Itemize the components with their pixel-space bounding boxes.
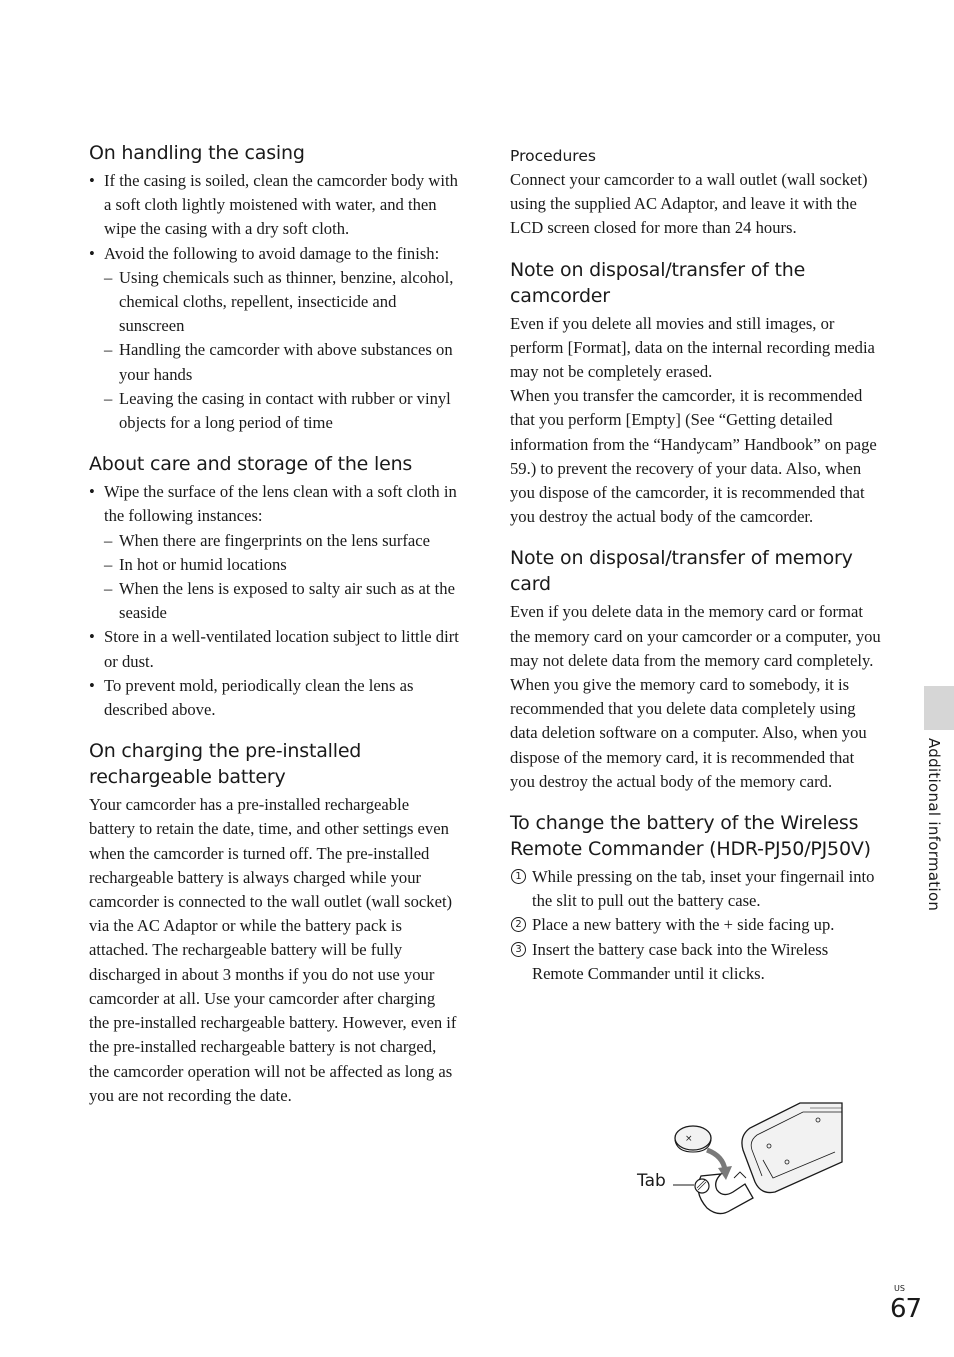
dash-glyph: – — [104, 340, 113, 360]
section-handling-casing — [89, 140, 459, 435]
section-lens-care — [89, 451, 459, 722]
bullet-item: • Store in a well-ventilated location subject to little dirt or dust. — [89, 627, 459, 671]
dash-glyph: – — [104, 267, 113, 287]
bullet-item: • To prevent mold, periodically clean the lens as described above. — [89, 675, 414, 720]
bullet-item: • If the casing is soiled, clean the camcorder body with a soft cloth lightly moistened with water, and then wipe the casing with a dry soft cloth. — [89, 171, 458, 239]
left-column — [89, 140, 459, 1124]
dash-item: – Leaving the casing in contact with rubber or vinyl objects for a long period of time — [104, 388, 451, 433]
dash-item: – In hot or humid locations — [104, 553, 459, 577]
charging-body: Your camcorder has a pre-installed rechargeable battery to retain the date, time, and other settings even when the camcorder is turned off. The pre-installed rechargeable battery is always charged while your camcorder is connected to the wall outlet (wall socket) via the AC Adaptor or while the battery pack is attached. The rechargeable battery will be fully discharged in about 3 months if you do not use your camcorder at all. Use your camcorder after charging the pre-installed rechargeable battery. However, even if the pre-installed rechargeable battery is not charged, the camcorder operation will not be affected as long as you are not recording the date. — [89, 795, 457, 1105]
dash-glyph: – — [104, 554, 113, 574]
remote-body-shape — [742, 1103, 842, 1193]
handling-bullet-list — [89, 169, 459, 435]
right-column — [510, 144, 882, 1002]
dash-item: – When the lens is exposed to salty air such as at the seaside — [104, 579, 455, 623]
disposal-card-body: Even if you delete data in the memory card or format the memory card on your camcorder or a computer, you may not delete data from the memory card completely. When you give the memory card to somebody, it is recommended that you delete data completely using data deletion software on a computer. Also, when you dispose of the memory card, it is recommended that you destroy the actual body of the memory card. — [510, 602, 881, 791]
heading-handling-casing: On handling the casing — [89, 142, 305, 164]
bullet-item: • Avoid the following to avoid damage to the finish: – Using chemicals such as thinner, benzine, alcohol, chemical cloths, repellent, insecticide and sunscreen – Handling the camcorder with above substances on your hands – Leaving the casing in contact with rubber or vinyl objects for a long period of time — [89, 242, 459, 436]
step-number-icon: 2 — [511, 917, 526, 932]
dash-glyph: – — [104, 530, 113, 550]
section-disposal-card — [510, 545, 882, 794]
dash-item: – When there are fingerprints on the lens surface — [104, 529, 459, 553]
remote-battery-drawing — [635, 1100, 845, 1220]
bullet-glyph: • — [89, 675, 95, 695]
step-item: 2 Place a new battery with the + side facing up. — [510, 913, 882, 937]
tab-label: Tab — [637, 1171, 666, 1191]
bullet-item: • Wipe the surface of the lens clean with a soft cloth in the following instances: – When there are fingerprints on the lens surface – In hot or humid locations – When the lens is exposed to salty air such as at the seaside — [89, 480, 459, 625]
heading-disposal-camcorder: Note on disposal/transfer of the camcorder — [510, 258, 806, 307]
step-number-icon: 3 — [511, 942, 526, 957]
disposal-camcorder-p2: When you transfer the camcorder, it is recommended that you perform [Empty] (See “Getting detailed information from the “Handycam” Handbook” on page 59.) to prevent the recovery of your data. Also, when you dispose of the camcorder, it is recommended that you destroy the actual body of the camcorder. — [510, 386, 877, 527]
step-item: 1 While pressing on the tab, inset your fingernail into the slit to pull out the battery case. — [510, 865, 882, 913]
section-procedures — [510, 144, 882, 241]
bullet-glyph: • — [89, 482, 95, 502]
disposal-camcorder-p1: Even if you delete all movies and still images, or perform [Format], data on the internal recording media may not be completely erased. — [510, 313, 875, 382]
case-clip-shape — [734, 1172, 746, 1178]
bullet-glyph: • — [89, 627, 95, 647]
heading-battery-change: To change the battery of the Wireless Remote Commander (HDR-PJ50/PJ50V) — [510, 812, 871, 861]
dash-list — [104, 529, 459, 626]
step-number-icon: 1 — [511, 869, 526, 884]
section-index-tab — [924, 686, 954, 730]
heading-lens-care: About care and storage of the lens — [89, 453, 413, 476]
region-code: US — [894, 1284, 905, 1293]
section-charging-battery — [89, 738, 459, 1108]
dash-glyph: – — [104, 388, 113, 408]
arrow-shaft — [707, 1150, 725, 1170]
page-number: 67 — [890, 1294, 922, 1324]
plus-sign-icon: × — [685, 1134, 693, 1144]
battery-illustration — [635, 1100, 845, 1220]
step-item: 3 Insert the battery case back into the Wireless Remote Commander until it clicks. — [510, 938, 882, 986]
dash-list — [104, 266, 459, 435]
arrow-head-icon — [718, 1166, 732, 1180]
section-disposal-camcorder — [510, 257, 882, 530]
section-index-label: Additional information — [925, 738, 943, 912]
lens-bullet-list — [89, 480, 459, 722]
section-battery-change — [510, 810, 882, 986]
dash-glyph: – — [104, 579, 113, 599]
dash-item: – Handling the camcorder with above substances on your hands — [104, 340, 453, 384]
heading-disposal-card: Note on disposal/transfer of memory card — [510, 547, 853, 596]
bullet-glyph: • — [89, 243, 95, 263]
heading-charging-battery: On charging the pre-installed rechargeable battery — [89, 740, 362, 789]
battery-steps-list — [510, 865, 882, 986]
coin-battery-icon — [675, 1126, 711, 1150]
dash-item: – Using chemicals such as thinner, benzine, alcohol, chemical cloths, repellent, insecticide and sunscreen — [104, 267, 454, 336]
bullet-glyph: • — [89, 171, 95, 190]
procedures-label: Procedures — [510, 147, 596, 165]
procedures-body: Connect your camcorder to a wall outlet (wall socket) using the supplied AC Adaptor, and leave it with the LCD screen closed for more than 24 hours. — [510, 170, 868, 238]
